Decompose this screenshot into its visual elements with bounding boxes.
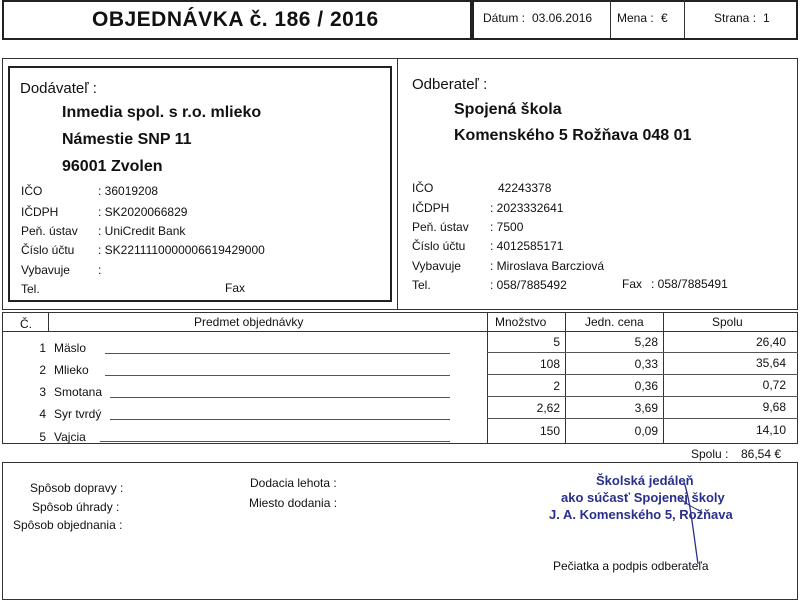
col-header-total: Spolu [712,315,743,329]
customer-ico: 42243378 [498,181,552,195]
col-header-no: Č. [20,317,32,331]
customer-field-label: Vybavuje [412,259,461,273]
row-qty: 108 [539,357,560,371]
row-item: Mäslo [54,341,87,355]
signature-icon [672,478,712,568]
supplier-icdph: : SK2020066829 [98,205,188,219]
supplier-field-label: Peň. ústav [21,224,78,238]
sum-label: Spolu : [691,447,729,461]
row-item: Syr tvrdý [54,407,102,421]
customer-phone: : 058/7885492 [490,278,567,292]
date-label: Dátum : [483,11,526,25]
row-total: 0,72 [762,378,786,392]
row-unit-price: 5,28 [634,335,658,349]
col-header-qty: Množstvo [495,315,547,329]
row-unit-price: 0,36 [634,379,658,393]
supplier-field-label: Číslo účtu [21,243,75,257]
page-label: Strana : [714,11,757,25]
supplier-account: : SK2211110000006619429000 [98,243,265,257]
customer-icdph: : 2023332641 [490,201,564,215]
supplier-fax-label: Fax [225,281,246,295]
row-unit-price: 0,33 [634,357,658,371]
supplier-street: Námestie SNP 11 [62,131,192,148]
supplier-bank: : UniCredit Bank [98,224,186,238]
customer-fax: : 058/7885491 [651,277,728,291]
row-total: 35,64 [755,356,786,370]
stamp-line: J. A. Komenského 5, Rožňava [549,507,733,522]
row-no: 2 [39,363,46,377]
currency-label: Mena : [617,11,654,25]
supplier-field-label: IČDPH [21,205,59,219]
row-unit-price: 0,09 [634,424,658,438]
customer-contact: : Miroslava Barcziová [490,259,605,273]
row-no: 3 [39,385,46,399]
page-number: 1 [763,11,770,25]
row-qty: 5 [553,335,560,349]
col-header-item: Predmet objednávky [194,315,304,329]
transport-label: Spôsob dopravy : [30,481,124,495]
row-total: 14,10 [755,423,786,437]
order-date: 03.06.2016 [532,11,593,25]
customer-account: : 4012585171 [490,239,564,253]
row-no: 5 [39,430,46,444]
currency-value: € [661,11,668,25]
supplier-city: 96001 Zvolen [62,158,163,175]
stamp-line: ako súčasť Spojenej školy [561,490,725,505]
customer-field-label: IČO [412,181,434,195]
supplier-name: Inmedia spol. s r.o. mlieko [62,104,262,121]
row-total: 9,68 [762,400,786,414]
stamp-line: Školská jedáleň [596,473,694,488]
row-item: Mlieko [54,363,89,377]
row-no: 1 [39,341,46,355]
customer-field-label: IČDPH [412,201,450,215]
row-qty: 2 [553,379,560,393]
supplier-heading: Dodávateľ : [20,80,97,97]
customer-name: Spojená škola [454,101,562,118]
signature-label: Pečiatka a podpis odberateľa [553,559,709,573]
row-item: Vajcia [54,430,86,444]
supplier-ico: : 36019208 [98,184,159,198]
row-no: 4 [39,407,46,421]
delivery-place-label: Miesto dodania : [249,496,338,510]
order-title: OBJEDNÁVKA č. 186 / 2016 [92,8,379,31]
supplier-field-label: Vybavuje [21,263,70,277]
col-header-unit: Jedn. cena [585,315,644,329]
row-qty: 150 [539,424,560,438]
row-qty: 2,62 [536,401,560,415]
delivery-time-label: Dodacia lehota : [250,476,337,490]
customer-heading: Odberateľ : [412,76,488,93]
row-total: 26,40 [755,335,786,349]
supplier-contact: : [98,263,102,277]
order-method-label: Spôsob objednania : [13,518,123,532]
row-unit-price: 3,69 [634,401,658,415]
row-item: Smotana [54,385,103,399]
supplier-field-label: Tel. [21,282,40,296]
supplier-field-label: IČO [21,184,43,198]
customer-field-label: Peň. ústav [412,220,469,234]
customer-fax-label: Fax [622,277,643,291]
sum-value: 86,54 € [741,447,782,461]
customer-address: Komenského 5 Rožňava 048 01 [454,127,692,144]
payment-label: Spôsob úhrady : [32,500,120,514]
customer-bank: : 7500 [490,220,524,234]
customer-field-label: Číslo účtu [412,239,466,253]
customer-field-label: Tel. [412,278,431,292]
